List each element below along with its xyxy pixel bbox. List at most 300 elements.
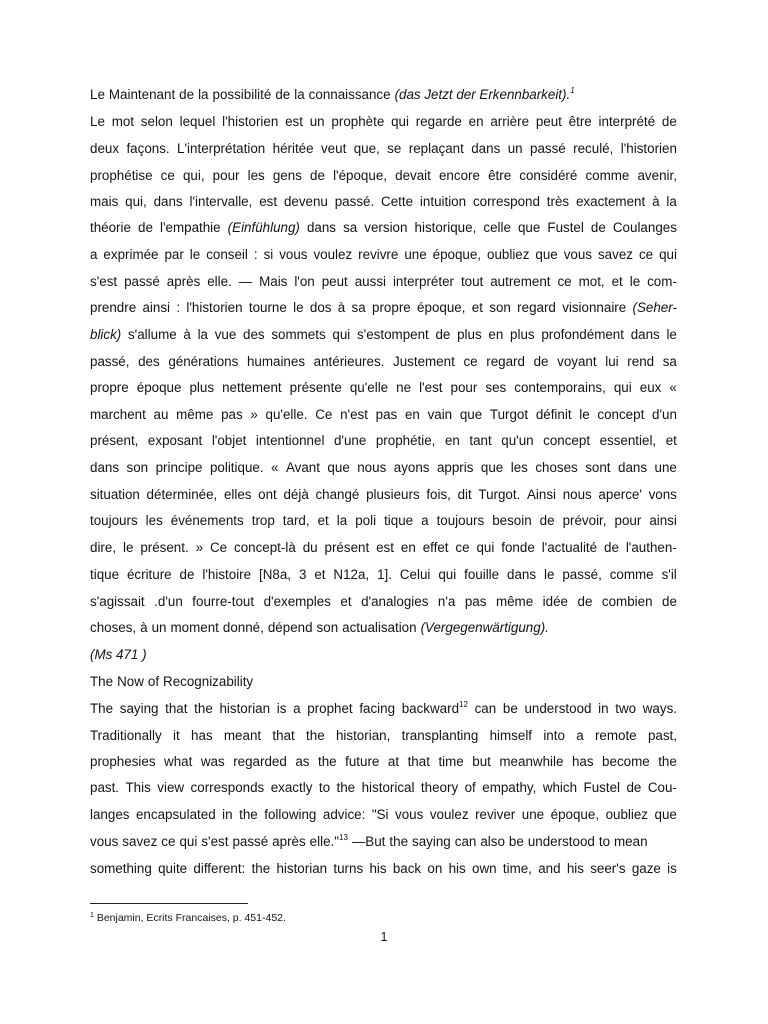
text-line (90, 219, 677, 237)
word: son (126, 460, 149, 475)
word: qui (613, 380, 632, 395)
word: dos (309, 300, 332, 315)
word: tique (90, 567, 120, 582)
word: correspond (472, 194, 540, 209)
word: l'historien (186, 300, 243, 315)
word: empathy, (482, 780, 537, 795)
word: nettement (222, 380, 282, 395)
word: changé (315, 487, 360, 502)
word: à (652, 194, 660, 209)
word: ne (396, 380, 412, 395)
word: be (502, 701, 518, 716)
word: selon (140, 114, 173, 129)
word: écriture (126, 567, 172, 582)
word: toujours (436, 513, 485, 528)
word: n'est (340, 407, 368, 422)
word: des (138, 354, 160, 369)
word: d'analogies (361, 594, 429, 609)
word: de (533, 354, 549, 369)
word: become (602, 754, 650, 769)
word: visionnaire (562, 300, 627, 315)
italic-phrase: (das Jetzt der Erkennbarkeit).$^1$ (394, 86, 575, 102)
word: que (327, 460, 350, 475)
word: ainsi (649, 513, 677, 528)
word: donné, (222, 620, 264, 635)
word: Cette (381, 194, 414, 209)
text-line (90, 700, 677, 720)
word: Turgot (489, 407, 529, 422)
footnote-separator (90, 903, 248, 904)
word: choses, (90, 620, 137, 635)
word: exprimée (103, 247, 159, 262)
word: plus (189, 380, 215, 395)
text-line (90, 326, 677, 344)
word: profondément (541, 327, 624, 342)
word: » (195, 540, 204, 555)
word: mot (111, 114, 135, 129)
word: tourne (248, 300, 287, 315)
word: exactement (575, 194, 646, 209)
word: l'actualité (541, 540, 598, 555)
word: his (448, 861, 466, 876)
word: ce (161, 834, 176, 849)
word: "Si (371, 807, 389, 822)
word: nous (357, 460, 387, 475)
word: que (480, 460, 504, 475)
word: two (615, 701, 637, 716)
word: dans (90, 460, 120, 475)
word: elle. (207, 274, 232, 289)
italic-phrase: (Seher- (632, 300, 677, 315)
word: époque, (417, 300, 466, 315)
text-line (90, 512, 677, 530)
word: comme (585, 168, 630, 183)
word: meant (223, 728, 262, 743)
word: de (577, 594, 593, 609)
word: can (454, 834, 477, 849)
word: choses (535, 460, 578, 475)
word: ce (638, 247, 654, 262)
word: dit (457, 487, 472, 502)
word: est (376, 540, 394, 555)
word: de (435, 327, 451, 342)
word: in (598, 701, 609, 716)
word: que (654, 807, 677, 822)
word: N12a, (333, 567, 370, 582)
word: tique (384, 513, 414, 528)
word: les (145, 513, 163, 528)
word: fourre-tout (192, 594, 255, 609)
word: plusieurs (366, 487, 420, 502)
word: passé (124, 274, 160, 289)
word: the (658, 754, 677, 769)
word: le (666, 327, 677, 342)
word: gaze (631, 861, 661, 876)
word: gens (272, 168, 302, 183)
word: of (147, 674, 160, 689)
word: de (179, 87, 195, 102)
word: pour (450, 380, 478, 395)
word: sommets (271, 327, 326, 342)
page-number: 1 (380, 930, 388, 944)
word: à (183, 327, 191, 342)
word: une (521, 807, 545, 822)
word: the (336, 780, 356, 795)
word: ce (160, 168, 175, 183)
word: qui, (182, 168, 205, 183)
word: qui (179, 834, 198, 849)
word: et (665, 433, 677, 448)
word: l'on (294, 274, 315, 289)
word: himself (489, 728, 533, 743)
word: appris (436, 460, 474, 475)
word: a (421, 513, 429, 528)
word: Fustel (583, 780, 620, 795)
word: tant (469, 433, 492, 448)
word: peut (321, 274, 348, 289)
word: .d'un (154, 594, 183, 609)
word: exactly (270, 780, 313, 795)
word: l'empathie (159, 220, 221, 235)
word: présent (324, 540, 370, 555)
word: is (276, 701, 287, 716)
word: situation (90, 487, 140, 502)
text-line (90, 140, 677, 158)
word: présent, (90, 433, 139, 448)
italic-phrase: (Vergegenwärtigung). (420, 620, 549, 635)
word: passé, (90, 354, 130, 369)
word: 3 (298, 567, 307, 582)
word: époque, (432, 247, 482, 262)
word: humaines (246, 354, 306, 369)
word: replaçant (408, 141, 464, 156)
word: regard (517, 300, 556, 315)
text-line (90, 673, 677, 691)
word: : (176, 300, 181, 315)
word: besoin (492, 513, 532, 528)
word: revivre (358, 247, 399, 262)
word: backward$^{12}$ (401, 700, 468, 716)
word: what (164, 754, 193, 769)
word: the (317, 754, 337, 769)
word: qui (659, 247, 677, 262)
word: prophesies (90, 754, 156, 769)
word: qui, (125, 194, 147, 209)
word: idée (542, 594, 568, 609)
word: antérieures. (313, 354, 385, 369)
word: que (459, 407, 483, 422)
word: de (138, 220, 153, 235)
word: d'une (333, 433, 367, 448)
word: tout (460, 274, 484, 289)
word: le (629, 274, 641, 289)
word: du (302, 540, 318, 555)
word: la (198, 87, 209, 102)
word: l'est (419, 380, 443, 395)
word: de (275, 87, 291, 102)
word: en (468, 114, 484, 129)
word: sa (351, 300, 366, 315)
word: l'objet (211, 433, 247, 448)
word: Turgot. (478, 487, 521, 502)
word: présente (289, 380, 342, 395)
word: dans (471, 141, 501, 156)
word: pour (212, 168, 240, 183)
word: the (251, 861, 271, 876)
word: historian (276, 861, 328, 876)
word: s'estompent (356, 327, 429, 342)
word: com- (647, 274, 677, 289)
word: événements (170, 513, 244, 528)
word: dans (306, 220, 336, 235)
word: This (125, 780, 151, 795)
word: Coulanges (612, 220, 677, 235)
word: prophète (331, 114, 385, 129)
word: intuition (419, 194, 467, 209)
text-line (90, 539, 677, 557)
italic-phrase: (Einfühlung) (227, 220, 300, 235)
word: his (566, 861, 584, 876)
word: aperce' (598, 487, 642, 502)
word: pour (614, 513, 642, 528)
word: ont (258, 487, 277, 502)
word: dans (630, 327, 660, 342)
word: définit (535, 407, 572, 422)
word: theory (420, 780, 459, 795)
word: savez (122, 834, 158, 849)
word: dans (153, 194, 183, 209)
word: prophétise (90, 168, 153, 183)
word: sa (662, 354, 677, 369)
word: en (488, 327, 504, 342)
word: also (480, 834, 505, 849)
word: savez (597, 247, 633, 262)
word: et (314, 567, 326, 582)
word: que (517, 220, 541, 235)
word: peut (535, 114, 562, 129)
word: intentionnel (255, 433, 325, 448)
word: a (576, 728, 584, 743)
word: possibilité (212, 87, 272, 102)
word: view (157, 780, 185, 795)
word: that (407, 754, 430, 769)
word: Justement (393, 354, 455, 369)
word: présent. (140, 540, 189, 555)
italic-phrase: blick) (90, 327, 122, 342)
word: langes (90, 807, 130, 822)
word: in (222, 807, 233, 822)
word: prévoir, (562, 513, 607, 528)
word: encapsulated (135, 807, 216, 822)
word: oubliez (487, 247, 530, 262)
word: Ce (209, 540, 228, 555)
word: vous (90, 834, 119, 849)
word: lui (605, 354, 619, 369)
word: générations (168, 354, 239, 369)
word: même (176, 407, 214, 422)
word: contemporains, (514, 380, 606, 395)
text-line (90, 459, 677, 477)
word: et (317, 513, 329, 528)
word: reviver (475, 807, 516, 822)
word: Maintenant (108, 87, 176, 102)
word: avenir, (637, 168, 677, 183)
word: que (535, 247, 558, 262)
word: seer's (590, 861, 626, 876)
word: vous (279, 247, 308, 262)
word: Ce (315, 407, 333, 422)
word: un (151, 620, 167, 635)
word: politique. (209, 460, 264, 475)
word: au (153, 407, 169, 422)
word: après (166, 274, 201, 289)
word: own (472, 861, 497, 876)
word: different: (193, 861, 246, 876)
word: into (543, 728, 565, 743)
word: très (546, 194, 570, 209)
word: que, (353, 141, 380, 156)
word: qu'elle (349, 380, 389, 395)
text-line (90, 753, 677, 771)
word: toujours (90, 513, 138, 528)
word: dépend (267, 620, 313, 635)
word: : (253, 247, 258, 262)
word: ce (463, 354, 478, 369)
word: un (507, 141, 523, 156)
word: déjà (283, 487, 309, 502)
word: « (271, 460, 279, 475)
word: something (90, 861, 152, 876)
word: en (404, 407, 420, 422)
text-line (90, 646, 677, 664)
word: plus (457, 327, 482, 342)
word: une (654, 460, 677, 475)
word: être (568, 114, 592, 129)
text-line (90, 353, 677, 371)
text-line (90, 246, 677, 264)
word: nous (562, 487, 592, 502)
word: the (389, 834, 409, 849)
text-line (90, 593, 677, 611)
word: son (489, 300, 511, 315)
word: past, (647, 728, 677, 743)
text-line (90, 806, 677, 824)
word: le (189, 247, 201, 262)
word: devenu (283, 194, 328, 209)
word: that (165, 701, 188, 716)
word: fois, (426, 487, 451, 502)
word: l'histoire (202, 567, 252, 582)
word: deux (90, 141, 120, 156)
word: advice: (322, 807, 366, 822)
word: l'intervalle, (189, 194, 253, 209)
word: déterminée, (146, 487, 218, 502)
footnote-mark: 1 (90, 912, 94, 919)
word: vue (214, 327, 237, 342)
word: de (662, 594, 677, 609)
word: qui (438, 567, 457, 582)
word: en (400, 540, 416, 555)
word: elle."$^{13}$ (309, 833, 348, 849)
word: be (508, 834, 524, 849)
word: devait (395, 168, 431, 183)
word: la (666, 194, 677, 209)
word: the (239, 807, 258, 822)
word: effet (422, 540, 449, 555)
word: Mais (259, 274, 288, 289)
word: qui (476, 540, 495, 555)
footnote-reference: 12 (459, 700, 468, 709)
word: l'authen- (625, 540, 677, 555)
word: as (295, 754, 310, 769)
word: ainsi (142, 300, 171, 315)
word: » (250, 407, 258, 422)
italic-phrase: (Ms 471 ) (90, 647, 147, 662)
word: fonde (501, 540, 535, 555)
word: l'historien (222, 114, 279, 129)
word: encore (438, 168, 480, 183)
word: regard (486, 354, 525, 369)
word: mot, (578, 274, 605, 289)
word: de (310, 168, 325, 183)
word: « (669, 380, 677, 395)
text-line (90, 432, 677, 450)
word: l'époque, (333, 168, 387, 183)
word: se (387, 141, 402, 156)
word: son (316, 620, 339, 635)
word: est (285, 114, 303, 129)
word: prendre (90, 300, 137, 315)
word: de (604, 540, 619, 555)
word: a (293, 701, 301, 716)
word: eux (639, 380, 662, 395)
word: Le (90, 114, 105, 129)
word: et (340, 594, 352, 609)
word: time (438, 754, 464, 769)
word: concept (543, 433, 591, 448)
word: concept (597, 407, 645, 422)
word: la (294, 87, 305, 102)
word: understood (527, 834, 595, 849)
word: Celui (399, 567, 431, 582)
word: corresponds (190, 780, 265, 795)
word: L'interprétation (177, 141, 266, 156)
word: mean (614, 834, 648, 849)
word: s'il (661, 567, 677, 582)
word: regarde (415, 114, 462, 129)
word: his (369, 861, 387, 876)
word: that (272, 728, 295, 743)
word: saying (412, 834, 451, 849)
word: s'allume (127, 327, 177, 342)
word: facing (359, 701, 396, 716)
word: oubliez (605, 807, 648, 822)
word: historical (361, 780, 415, 795)
word: dire, (90, 540, 117, 555)
word: turns (333, 861, 364, 876)
word: tard, (282, 513, 310, 528)
word: époque (136, 380, 182, 395)
word: aussi (354, 274, 386, 289)
word: plus (510, 327, 535, 342)
word: lequel (179, 114, 216, 129)
footnote-reference: 13 (339, 833, 348, 842)
word: which (542, 780, 578, 795)
word: et (611, 274, 623, 289)
word: Fustel (547, 220, 584, 235)
word: en (444, 433, 460, 448)
word: passé, (562, 567, 602, 582)
